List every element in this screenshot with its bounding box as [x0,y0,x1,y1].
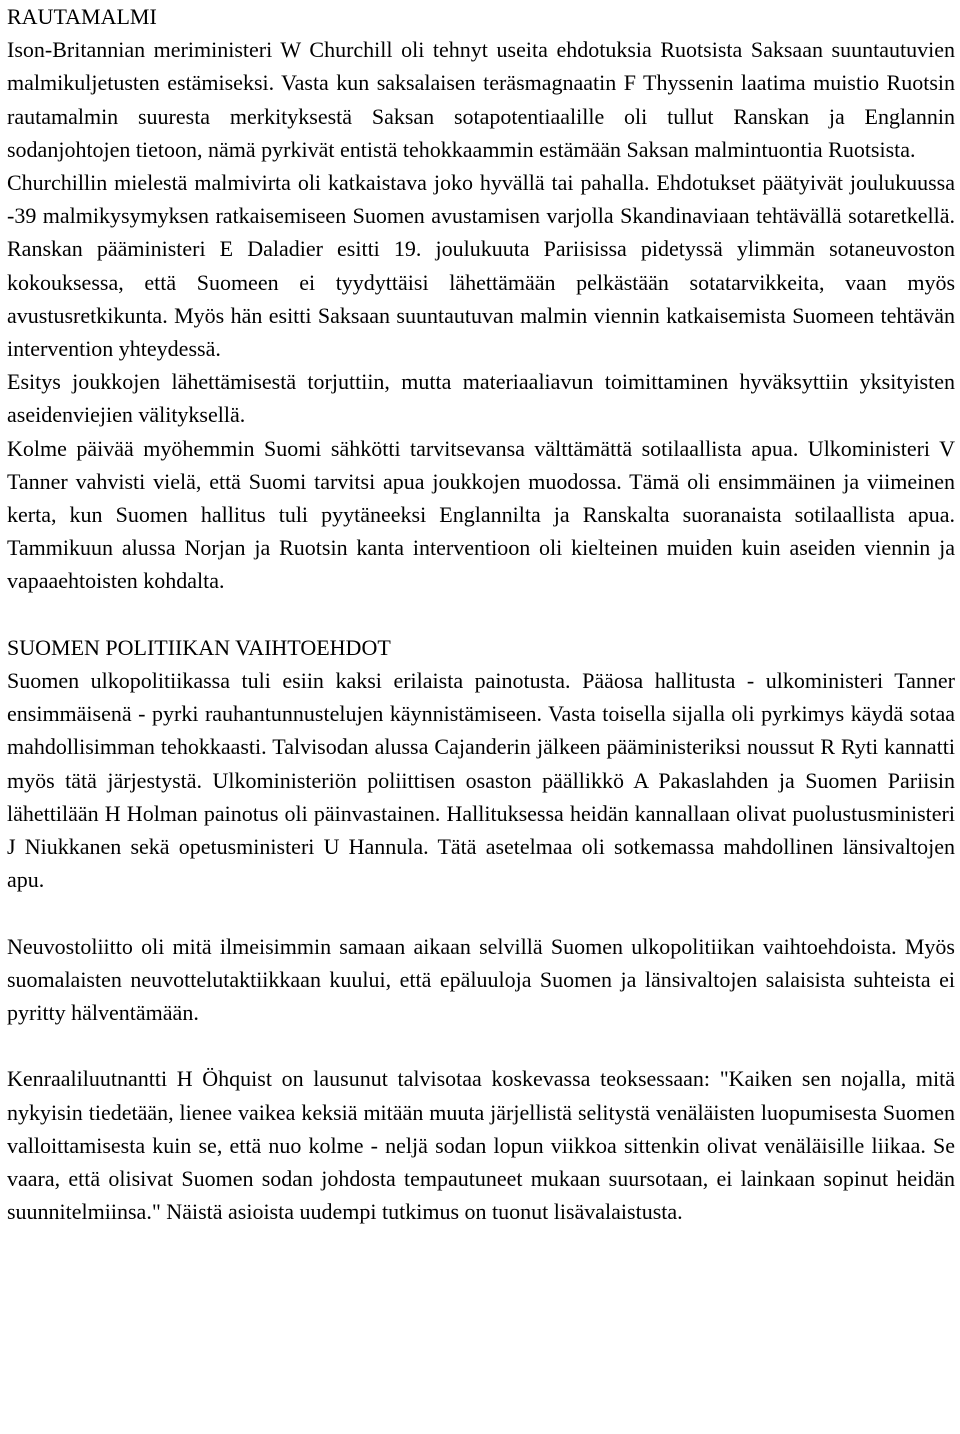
section-heading: SUOMEN POLITIIKAN VAIHTOEHDOT [7,634,391,660]
section-rautamalmi [7,0,955,598]
paragraph: Esitys joukkojen lähettämisestä torjuttiin, mutta materiaaliavun toimittaminen hyväksyttiin yksityisten aseidenviejien välityksellä. [7,369,955,428]
paragraph: Churchillin mielestä malmivirta oli katkaistava joko hyvällä tai pahalla. Ehdotukset päätyivät joulukuussa -39 malmikysymyksen ratkaisemiseen Suomen avustamisen varjolla Skandinaviaan tehtävällä sotaretkellä. Ranskan pääministeri E Daladier esitti 19. joulukuuta Pariisissa pidetyssä ylimmän sotaneuvoston kokouksessa, että Suomeen ei tyydyttäisi lähettämään pelkästään sotatarvikkeita, vaan myös avustusretkikunta. Myös hän esitti Saksaan suuntautuvan malmin viennin katkaisemista Suomeen tehtävän intervention yhteydessä. [7,170,955,362]
paragraph: Ison-Britannian meriministeri W Churchill oli tehnyt useita ehdotuksia Ruotsista Saksaan suuntautuvien malmikuljetusten estämiseksi. Vasta kun saksalaisen teräsmagnaatin F Thyssenin laatima muistio Ruotsin rautamalmin suuresta merkityksestä Saksan sotapotentiaalille oli tullut Ranskan ja Englannin sodanjohtojen tietoon, nämä pyrkivät entistä tehokkaammin estämään Saksan malmintuontia Ruotsista. [7,37,955,162]
paragraph: Kolme päivää myöhemmin Suomi sähkötti tarvitsevansa välttämättä sotilaallista apua. Ulkoministeri V Tanner vahvisti vielä, että Suomi tarvitsi apua joukkojen muodossa. Tämä oli ensimmäinen ja viimeinen kerta, kun Suomen hallitus tuli pyytäneeksi Englannilta ja Ranskalta suoranaista sotilaallista apua. Tammikuun alussa Norjan ja Ruotsin kanta interventioon oli kielteinen muiden kuin aseiden viennin ja vapaaehtoisten kohdalta. [7,435,955,594]
section-heading: RAUTAMALMI [7,4,157,29]
paragraph: Suomen ulkopolitiikassa tuli esiin kaksi erilaista painotusta. Pääosa hallitusta - ulkoministeri Tanner ensimmäisenä - pyrki rauhantunnustelujen käynnistämiseen. Vasta toisella sijalla oli pyrkimys käydä sotaa mahdollisimman tehokkaasti. Talvisodan alussa Cajanderin jälkeen pääministeriksi noussut R Ryti kannatti myös tätä järjestystä. Ulkoministeriön poliittisen osaston päällikkö A Pakaslahden ja Suomen Pariisin lähettilään H Holman painotus oli päinvastainen. Hallituksessa heidän kannallaan olivat puolustusministeri J Niukkanen sekä opetusministeri U Hannula. Tätä asetelmaa oli sotkemassa mahdollinen länsivaltojen apu. [7,668,955,893]
paragraph-spacer [7,896,955,929]
section-suomen-politiikan-vaihtoehdot [7,631,955,1229]
paragraph: Neuvostoliitto oli mitä ilmeisimmin samaan aikaan selvillä Suomen ulkopolitiikan vaihtoehdoista. Myös suomalaisten neuvottelutaktiikkaan kuului, että epäluuloja Suomen ja länsivaltojen salaisista suhteista ei pyritty hälventämään. [7,933,955,1026]
paragraph-spacer [7,1029,955,1062]
section-spacer [7,598,955,631]
paragraph: Kenraaliluutnantti H Öhquist on lausunut talvisotaa koskevassa teoksessaan: "Kaiken sen nojalla, mitä nykyisin tiedetään, lienee vaikea keksiä mitään muuta järjellistä selitystä venäläisten luopumisesta Suomen valloittamisesta kuin se, että nuo kolme - neljä sodan lopun viikkoa sittenkin olivat venäläisille liikaa. Se vaara, että olisivat Suomen sodan johdosta tempautuneet mukaan suursotaan, ei lainkaan sopinut heidän suunnitelmiinsa." Näistä asioista uudempi tutkimus on tuonut lisävalaistusta. [7,1066,955,1225]
